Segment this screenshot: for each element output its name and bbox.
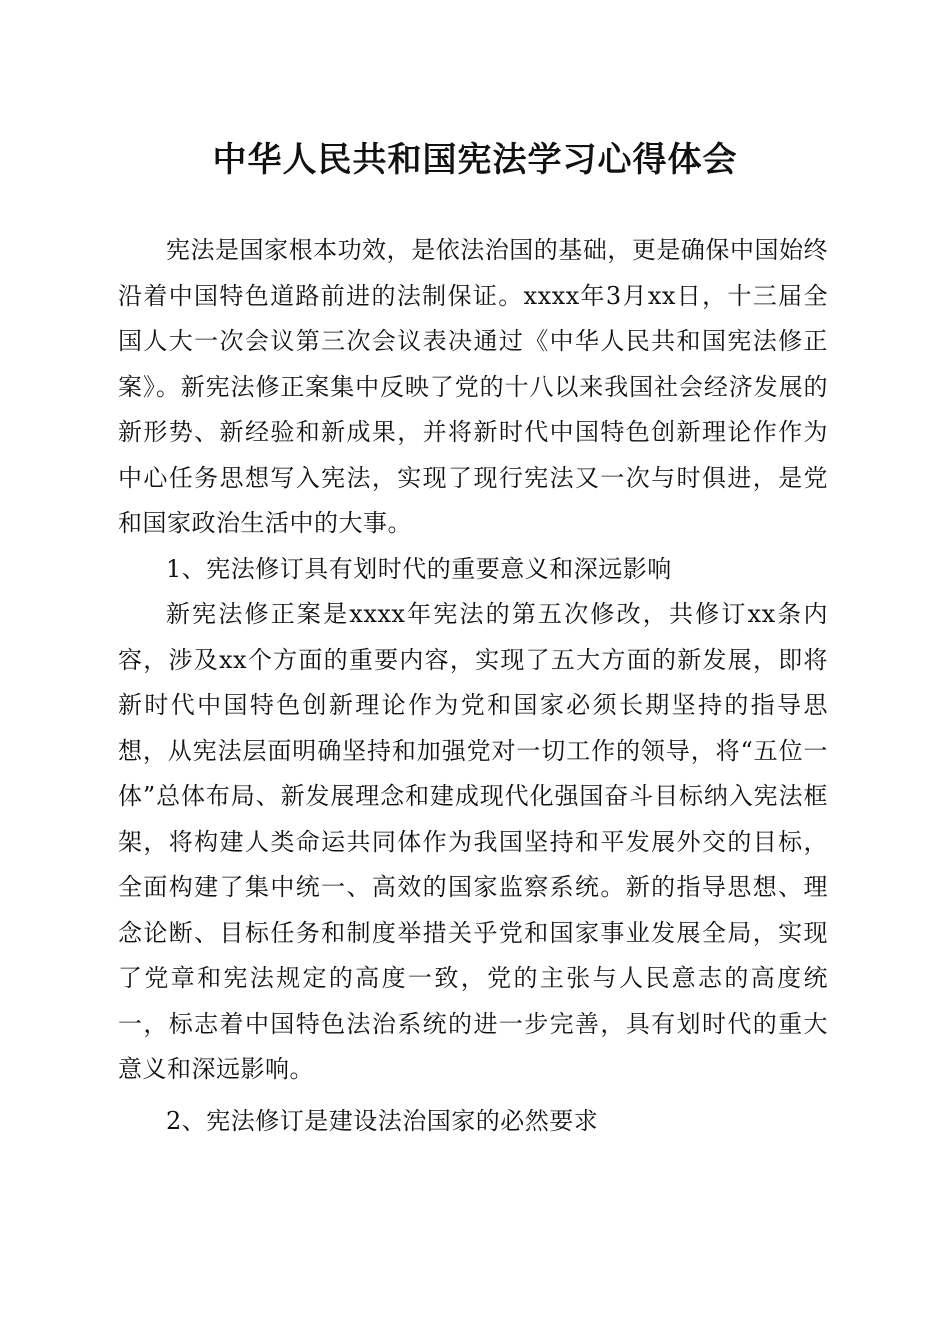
document-body [118, 228, 828, 1144]
document-title: 中华人民共和国宪法学习心得体会 [212, 140, 738, 180]
section-heading-1: 1、宪法修订具有划时代的重要意义和深远影响 [166, 554, 672, 583]
paragraph-section-1: 新宪法修正案是xxxx年宪法的第五次修改，共修订xx条内容，涉及xx个方面的重要内容，实现了五大方面的新发展，即将新时代中国特色创新理论作为党和国家必须长期坚持的指导思想，从宪法层面明确坚持和加强党对一切工作的领导，将“五位一体”总体布局、新发展理念和建成现代化强国奋斗目标纳入宪法框架，将构建人类命运共同体作为我国坚持和平发展外交的目标，全面构建了集中统一、高效的国家监察系统。新的指导思想、理念论断、目标任务和制度举措关乎党和国家事业发展全局，实现了党章和宪法规定的高度一致，党的主张与人民意志的高度统一，标志着中国特色法治系统的进一步完善，具有划时代的重大意义和深远影响。 [118, 600, 828, 1083]
section-heading-2: 2、宪法修订是建设法治国家的必然要求 [166, 1106, 599, 1135]
paragraph-intro: 宪法是国家根本功效，是依法治国的基础，更是确保中国始终沿着中国特色道路前进的法制保证。xxxx年3月xx日，十三届全国人大一次会议第三次会议表决通过《中华人民共和国宪法修正案》。新宪法修正案集中反映了党的十八以来我国社会经济发展的新形势、新经验和新成果，并将新时代中国特色创新理论作作为中心任务思想写入宪法，实现了现行宪法又一次与时俱进，是党和国家政治生活中的大事。 [118, 236, 828, 537]
